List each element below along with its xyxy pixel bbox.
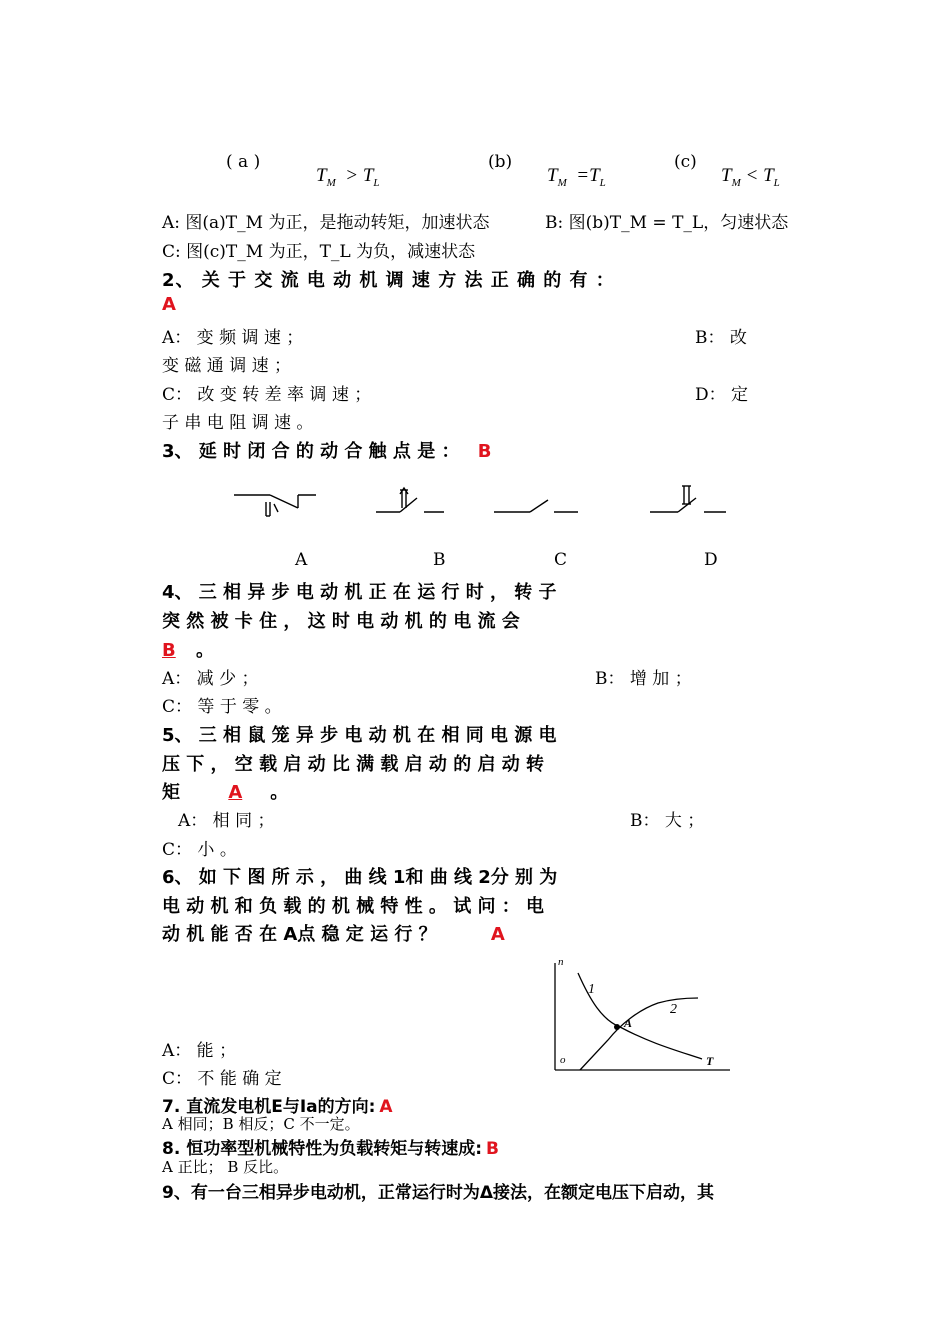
- q4-answer-line: [162, 636, 214, 662]
- q5-line2: 压 下 ， 空 载 启 动 比 满 载 启 动 的 启 动 转: [162, 754, 544, 775]
- q3-label-c: C: [554, 550, 568, 570]
- fig-a-label: ( a ): [226, 152, 261, 172]
- fig-c-label: (c): [674, 152, 697, 172]
- graph-y-label: n: [558, 956, 564, 968]
- fig-a-equation: $T_M > T_L$: [316, 165, 380, 189]
- graph-point-a-label: A: [624, 1016, 633, 1030]
- q1-option-c: C: 图(c)T_M 为正，T_L 为负，减速状态: [162, 242, 476, 262]
- q6-option-a: A： 能 ；: [162, 1041, 237, 1061]
- q3-label-a: A: [295, 550, 308, 570]
- q8-answer: B: [486, 1139, 499, 1159]
- q3-question: [162, 437, 491, 463]
- contact-symbol-a: [234, 495, 316, 516]
- graph-curve-2-label: 2: [670, 1002, 677, 1017]
- q4-option-a: A： 减 少 ；: [162, 669, 259, 689]
- q4-answer: B: [162, 640, 176, 661]
- q4-option-c: C： 等 于 零 。: [162, 697, 282, 717]
- q5-line3-text: 矩: [162, 782, 180, 803]
- q8-question-text: 8. 恒功率型机械特性为负载转矩与转速成:: [162, 1139, 483, 1159]
- graph-curve-1-label: 1: [588, 982, 595, 997]
- q4-option-b: B： 增 加 ；: [595, 669, 692, 689]
- q4-end: 。: [196, 640, 214, 661]
- q2-option-a: A： 变 频 调 速 ；: [162, 328, 304, 348]
- q5-option-b: B： 大 ；: [630, 811, 705, 831]
- q7-question-text: 7. 直流发电机E与Ia的方向:: [162, 1097, 376, 1117]
- q6-option-c: C： 不 能 确 定: [162, 1069, 282, 1089]
- q6-line2: 电 动 机 和 负 载 的 机 械 特 性 。 试 问 ： 电: [162, 896, 544, 917]
- q6-answer: A: [490, 924, 505, 945]
- q3-label-b: B: [433, 550, 446, 570]
- q3-question-text: 3、 延 时 闭 合 的 动 合 触 点 是 ：: [162, 441, 460, 462]
- q2-option-d-start: D： 定: [695, 385, 749, 405]
- q2-option-b-end: 变 磁 通 调 速 ；: [162, 356, 292, 376]
- q5-option-a: A： 相 同 ；: [178, 811, 275, 831]
- fig-c-equation: $T_M < T_L$: [721, 165, 780, 189]
- graph-curve-1: [578, 973, 702, 1059]
- q7-answer: A: [379, 1097, 393, 1117]
- contact-symbol-b: [376, 488, 444, 512]
- q5-end: 。: [270, 782, 289, 803]
- fig-b-equation: $T_M =T_L$: [547, 165, 606, 189]
- q2-option-c: C： 改 变 转 差 率 调 速 ；: [162, 385, 372, 405]
- q2-question: 2、 关 于 交 流 电 动 机 调 速 方 法 正 确 的 有 ：: [162, 270, 615, 291]
- q3-answer: B: [477, 441, 492, 462]
- mechanical-characteristic-graph: [540, 955, 740, 1075]
- q2-option-b-start: B： 改: [695, 328, 747, 348]
- q2-answer: A: [162, 294, 176, 315]
- q4-line2: 突 然 被 卡 住 ， 这 时 电 动 机 的 电 流 会: [162, 611, 520, 632]
- q4-line1: 4、 三 相 异 步 电 动 机 正 在 运 行 时 ， 转 子: [162, 582, 557, 603]
- graph-x-label: T: [706, 1054, 714, 1068]
- q9-question: 9、有一台三相异步电动机，正常运行时为Δ接法，在额定电压下启动，其: [162, 1183, 714, 1203]
- q2-option-d-end: 子 串 电 阻 调 速 。: [162, 413, 314, 433]
- q8-options: A 正比； B 反比。: [162, 1158, 289, 1176]
- q7-options: A 相同；B 相反；C 不一定。: [162, 1115, 360, 1133]
- graph-origin-label: o: [560, 1054, 566, 1066]
- q6-line3-text: 动 机 能 否 在 A点 稳 定 运 行 ？: [162, 924, 437, 945]
- contact-symbol-d: [650, 486, 726, 512]
- contact-symbol-c: [494, 500, 578, 512]
- contact-symbols-figure: [220, 478, 740, 528]
- fig-b-label: (b): [488, 152, 513, 172]
- q5-answer: A: [228, 782, 243, 803]
- q1-option-b: B: 图(b)T_M = T_L，匀速状态: [545, 213, 789, 233]
- q1-option-a: A: 图(a)T_M 为正，是拖动转矩，加速状态: [162, 213, 490, 233]
- q6-line3: [162, 920, 505, 946]
- q5-option-c: C： 小 。: [162, 840, 237, 860]
- q3-label-d: D: [704, 550, 718, 570]
- graph-point-a: [614, 1024, 620, 1030]
- q6-line1: 6、 如 下 图 所 示 ， 曲 线 1和 曲 线 2分 别 为: [162, 867, 558, 888]
- q5-line1: 5、 三 相 鼠 笼 异 步 电 动 机 在 相 同 电 源 电: [162, 725, 557, 746]
- q5-line3: [162, 778, 288, 804]
